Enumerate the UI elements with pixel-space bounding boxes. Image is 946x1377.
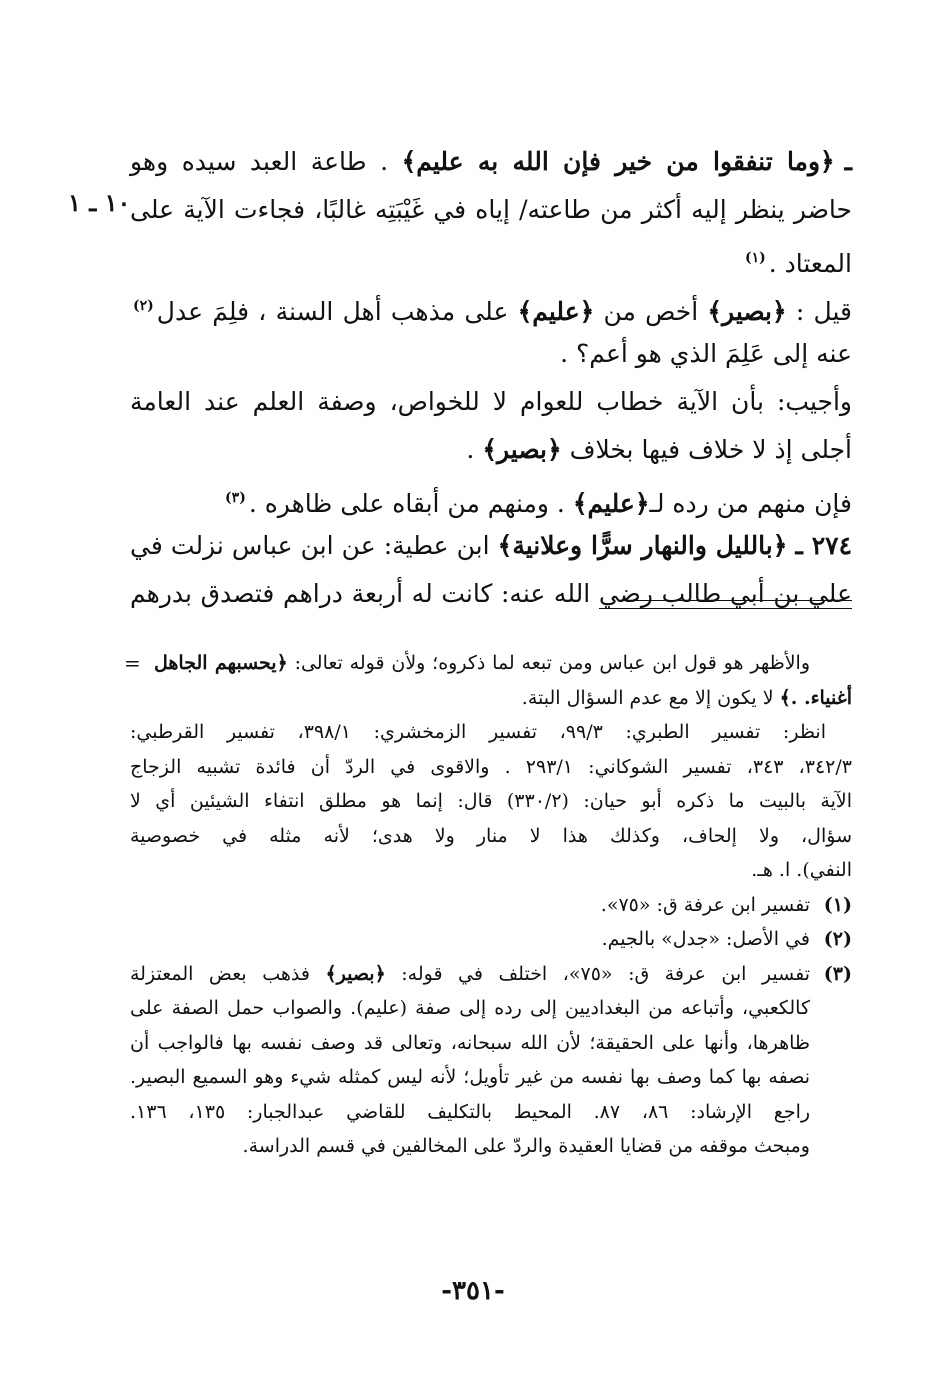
footnotes bbox=[124, 646, 852, 1164]
footnote-continuation-line: سؤال، ولا إلحاف، وكذلك هذا لا منار ولا هدى؛ لأنه مثله في خصوصية bbox=[130, 824, 852, 847]
footnote-ref-1: (١) bbox=[744, 250, 766, 266]
main-text bbox=[130, 138, 852, 618]
footnote-3 bbox=[130, 957, 852, 992]
main-line-2: حاضر ينظر إليه أكثر من طاعته/ إياه في غَيْبَتِه غالبًا، فجاءت الآية على bbox=[130, 195, 852, 224]
quran-word: ﴿عليم﴾ bbox=[517, 297, 595, 326]
main-line-7 bbox=[130, 426, 852, 474]
main-line-8 bbox=[130, 474, 852, 522]
footnote-label: (٢) bbox=[823, 928, 852, 950]
footnote-text: راجع الإرشاد: ٨٦، ٨٧. المحيط بالتكليف للقاضي عبدالجبار: ١٣٥، ١٣٦. bbox=[130, 1100, 811, 1123]
footnote-3-line bbox=[130, 1026, 852, 1061]
footnote-text: نصفه بها كما وصف بها نفسه من غير تأويل؛ لأنه ليس كمثله شيء وهو السميع البصير. bbox=[130, 1066, 810, 1088]
text-run: . ومنهم من أبقاه على ظاهره . bbox=[248, 489, 565, 518]
footnote-2 bbox=[130, 922, 852, 957]
text-run: قيل : bbox=[795, 297, 852, 326]
footnote-continuation-line bbox=[130, 681, 852, 716]
quran-word: ﴿بصير﴾ bbox=[325, 962, 386, 985]
text-run: على مذهب أهل السنة ، فلِمَ عدل bbox=[156, 297, 509, 326]
text-run: لا يكون إلا مع عدم السؤال البتة. bbox=[521, 686, 774, 709]
main-line-9 bbox=[130, 522, 852, 570]
footnote-1 bbox=[130, 888, 852, 923]
quran-verse: ﴿وما تنفقوا من خير فإن الله به عليم﴾ bbox=[401, 147, 835, 176]
text-run: ابن عطية: عن ابن عباس نزلت في bbox=[130, 531, 490, 560]
footnote-text: كالكعبي، وأتباعه من البغداديين إلى رده إلى صفة (عليم). والصواب حمل الصفة على bbox=[130, 997, 810, 1019]
text-run: الله عنه: كانت له أربعة دراهم فتصدق بدرهم bbox=[130, 579, 591, 608]
footnote-continuation-line bbox=[124, 646, 852, 681]
footnote-continuation-line: ٣٤٢/٣، ٣٤٣، تفسير الشوكاني: ٢٩٣/١ . والاقوى في الردّ أن فائدة تشبيه الزجاج bbox=[130, 755, 852, 778]
footnote-continuation-line: الآية بالبيت ما ذكره أبو حيان: (٣٣٠/٢) قال: إنما هو مطلق انتفاء الشيئين أي لا bbox=[130, 790, 852, 812]
page-number: -٣٥١- bbox=[441, 1276, 505, 1306]
footnote-label: (١) bbox=[823, 893, 852, 916]
quran-word: ﴿بصير﴾ bbox=[482, 435, 562, 464]
footnote-3-line bbox=[130, 1060, 852, 1095]
quran-verse: ﴿يحسبهم الجاهل bbox=[154, 652, 288, 674]
main-line-1 bbox=[130, 138, 852, 186]
continuation-mark: = bbox=[124, 651, 141, 675]
footnote-text: ومبحث موقفه من قضايا العقيدة والردّ على المخالفين في قسم الدراسة. bbox=[242, 1135, 810, 1157]
text-run: فإن منهم من رده لـ bbox=[649, 489, 852, 518]
underlined-text: علي بن أبي طالب رضي bbox=[598, 579, 852, 608]
footnote-continuation-line: انظر: تفسير الطبري: ٩٩/٣، تفسير الزمخشري: ٣٩٨/١، تفسير القرطبي: bbox=[130, 721, 826, 743]
main-line-10 bbox=[130, 570, 852, 618]
footnote-ref-3: (٣) bbox=[225, 490, 246, 506]
text-run: أجلى إذ لا خلاف فيها بخلاف bbox=[569, 435, 852, 464]
text-run: . bbox=[466, 435, 475, 464]
main-line-4 bbox=[130, 282, 852, 330]
main-line-5: عنه إلى عَلِمَ الذي هو أعم؟ . bbox=[560, 339, 852, 368]
text-run: المعتاد . bbox=[768, 249, 852, 278]
em-dash: ـ bbox=[844, 147, 852, 176]
footnote-label: (٣) bbox=[823, 962, 852, 985]
verse-number: ٢٧٤ ـ bbox=[795, 531, 853, 560]
text-run: أخص من bbox=[603, 297, 699, 326]
text-run: تفسير ابن عرفة ق: «٧٥»، اختلف في قوله: bbox=[401, 962, 810, 985]
margin-folio-note: ١٠ ـ ١ bbox=[68, 188, 131, 217]
quran-verse: أغنياء. .﴾ bbox=[779, 686, 852, 709]
footnote-ref-2: (٢) bbox=[133, 298, 154, 314]
main-line-6: وأجيب: بأن الآية خطاب للعوام لا للخواص، وصفة العلم عند العامة bbox=[130, 387, 852, 416]
quran-verse: ﴿بالليل والنهار سرًّا وعلانية﴾ bbox=[497, 531, 788, 560]
quran-word: ﴿بصير﴾ bbox=[707, 297, 787, 326]
footnote-3-line bbox=[130, 1129, 852, 1164]
text-run: . طاعة العبد سيده وهو bbox=[130, 147, 389, 176]
footnote-continuation-line: النفي). ا. هـ. bbox=[751, 859, 852, 881]
footnote-text: تفسير ابن عرفة ق: «٧٥». bbox=[600, 893, 810, 916]
footnote-text: في الأصل: «جدل» بالجيم. bbox=[601, 928, 810, 950]
footnote-3-line bbox=[130, 1095, 852, 1130]
footnote-separator bbox=[620, 600, 852, 601]
text-run: فذهب بعض المعتزلة bbox=[130, 962, 310, 985]
quran-word: ﴿عليم﴾ bbox=[572, 489, 650, 518]
main-line-3 bbox=[130, 234, 852, 282]
footnote-3-line bbox=[130, 991, 852, 1026]
text-run: والأظهر هو قول ابن عباس ومن تبعه لما ذكروه؛ ولأن قوله تعالى: bbox=[294, 652, 811, 674]
footnote-text: ظاهرها، وأنها على الحقيقة؛ لأن الله سبحانه، وتعالى قد وصف نفسه بها فالواجب أن bbox=[130, 1031, 810, 1054]
